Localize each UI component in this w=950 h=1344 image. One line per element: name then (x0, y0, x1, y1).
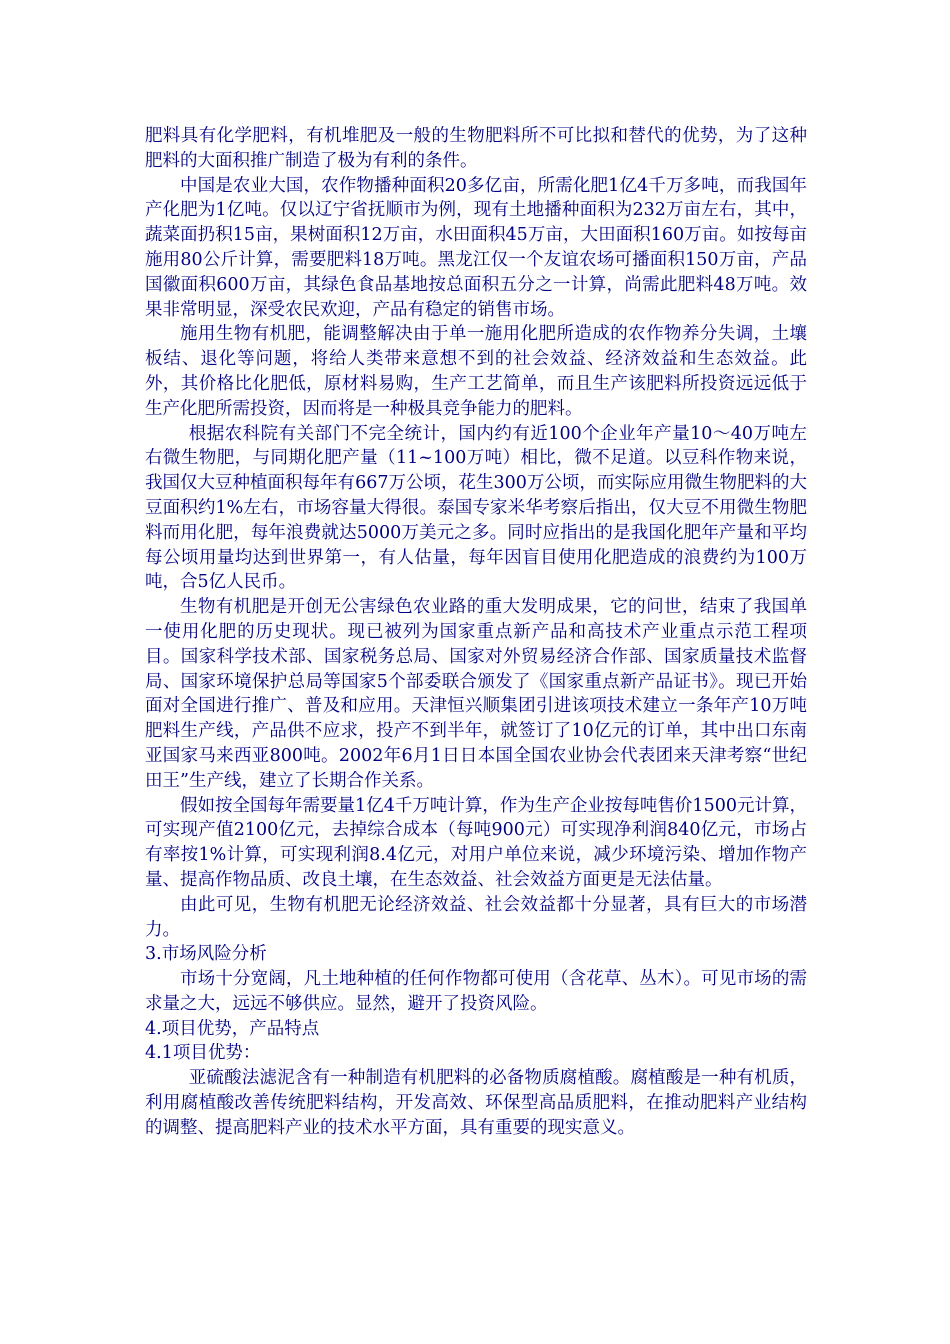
paragraph-market-risk: 市场十分宽阔，凡土地种植的任何作物都可使用（含花草、丛木）。可见市场的需求量之大，远远不够供应。显然，避开了投资风险。 (145, 969, 807, 1014)
paragraph-profit-estimate: 假如按全国每年需要量1亿4千万吨计算，作为生产企业按每吨售价1500元计算，可实现产值2100亿元，去掉综合成本（每吨900元）可实现净利润840亿元，市场占有率按1%计算，可实现利润8.4亿元，对用户单位来说，减少环境污染、增加作物产量、提高作物品质、改良土壤，在生态效益、社会效益方面更是无法估量。 (145, 795, 807, 890)
document-page (145, 124, 807, 1141)
section-heading-market-risk: 3.市场风险分析 (145, 944, 267, 965)
paragraph-microbial-statistics: 根据农科院有关部门不完全统计，国内约有近100个企业年产量10～40万吨左右微生物肥，与同期化肥产量（11~100万吨）相比，微不足道。以豆科作物来说，我国仅大豆种植面积每年有667万公顷，花生300万公顷，而实际应用微生物肥料的大豆面积约1%左右，市场容量大得很。泰国专家米华考察后指出，仅大豆不用微生物肥料而用化肥，每年浪费就达5000万美元之多。同时应指出的是我国化肥年产量和平均每公顷用量均达到世界第一，有人估量，每年因盲目使用化肥造成的浪费约为100万吨，合5亿人民币。 (145, 423, 807, 593)
paragraph-market-potential: 由此可见，生物有机肥无论经济效益、社会效益都十分显著，具有巨大的市场潜力。 (145, 894, 807, 940)
paragraph-national-promotion: 生物有机肥是开创无公害绿色农业路的重大发明成果，它的问世，结束了我国单一使用化肥的历史现状。现已被列为国家重点新产品和高技术产业重点示范工程项目。国家科学技术部、国家税务总局、国家对外贸易经济合作部、国家质量技术监督局、国家环境保护总局等国家5个部委联合颁发了《国家重点新产品证书》。现已开始面对全国进行推广、普及和应用。天津恒兴顺集团引进该项技术建立一条年产10万吨肥料生产线，产品供不应求，投产不到半年，就签订了10亿元的订单，其中出口东南亚国家马来西亚800吨。2002年6月1日日本国全国农业协会代表团来天津考察“世纪田王”生产线，建立了长期合作关系。 (145, 597, 807, 791)
paragraph-humic-acid: 亚硫酸法滤泥含有一种制造有机肥料的必备物质腐植酸。腐植酸是一种有机质，利用腐植酸改善传统肥料结构，开发高效、环保型高品质肥料，在推动肥料产业结构的调整、提高肥料产业的技术水平方面，具有重要的现实意义。 (145, 1068, 807, 1138)
paragraph-fertilizer-advantage: 肥料具有化学肥料，有机堆肥及一般的生物肥料所不可比拟和替代的优势，为了这种肥料的大面积推广制造了极为有利的条件。 (145, 126, 807, 171)
section-heading-project-advantage: 4.项目优势，产品特点 (145, 1018, 320, 1039)
paragraph-china-agriculture: 中国是农业大国，农作物播种面积20多亿亩，所需化肥1亿4千万多吨，而我国年产化肥为1亿吨。仅以辽宁省抚顺市为例，现有土地播种面积为232万亩左右，其中，蔬菜面扔积15亩，果树面积12万亩，水田面积45万亩，大田面积160万亩。如按每亩施用80公斤计算，需要肥料18万吨。黑龙江仅一个友谊农场可播面积150万亩，产品国徽面积600万亩，其绿色食品基地按总面积五分之一计算，尚需此肥料48万吨。效果非常明显，深受农民欢迎，产品有稳定的销售市场。 (145, 175, 807, 320)
subsection-heading-advantage: 4.1项目优势： (145, 1043, 261, 1064)
paragraph-bio-organic-benefits: 施用生物有机肥，能调整解决由于单一施用化肥所造成的农作物养分失调，土壤板结、退化等问题，将给人类带来意想不到的社会效益、经济效益和生态效益。此外，其价格比化肥低，原材料易购，生产工艺简单，而且生产该肥料所投资远远低于生产化肥所需投资，因而将是一种极具竞争能力的肥料。 (145, 324, 807, 419)
